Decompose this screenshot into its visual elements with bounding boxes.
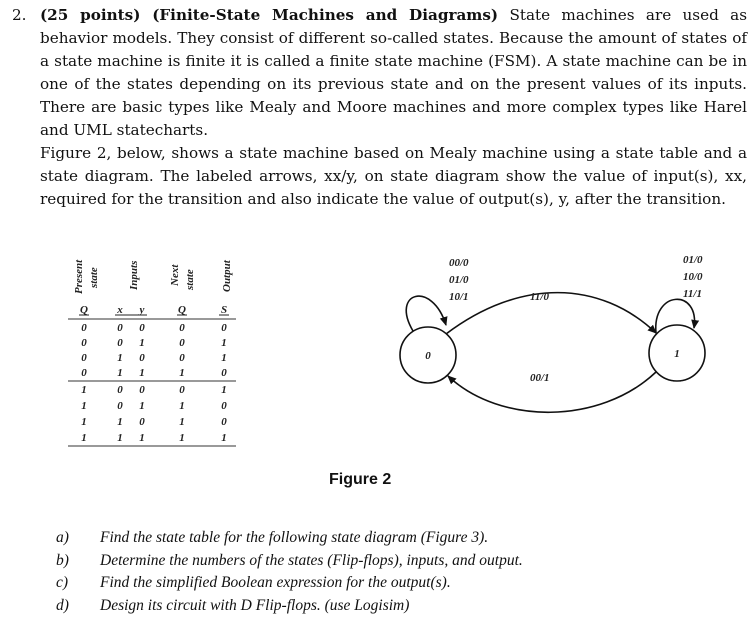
header-present-line2: state xyxy=(88,267,100,288)
state-table xyxy=(68,259,236,446)
figure-caption: Figure 2 xyxy=(329,471,392,488)
edge-1-to-0-label: 00/1 xyxy=(530,372,550,384)
edge-0-to-1 xyxy=(446,293,656,334)
loop0-label-2: 01/0 xyxy=(449,274,469,286)
cell-output: 0 xyxy=(221,322,227,334)
cell-next: 1 xyxy=(179,432,185,444)
header-output: Output xyxy=(221,260,233,292)
cell-x: 1 xyxy=(117,432,123,444)
cell-output: 1 xyxy=(221,432,227,444)
header-inputs: Inputs xyxy=(128,260,140,290)
cell-next: 0 xyxy=(179,337,185,349)
cell-y: 1 xyxy=(139,367,145,379)
cell-x: 0 xyxy=(117,400,123,412)
state-diagram xyxy=(400,254,705,412)
loop1-label-1: 01/0 xyxy=(683,254,703,266)
table-rows xyxy=(81,322,227,444)
subheader-y: y xyxy=(139,304,145,316)
header-present-line1: Present xyxy=(73,259,85,294)
cell-output: 0 xyxy=(221,400,227,412)
cell-next: 0 xyxy=(179,322,185,334)
table-row xyxy=(81,352,227,364)
cell-y: 0 xyxy=(139,416,145,428)
loop0-label-3: 10/1 xyxy=(449,291,469,303)
cell-present: 1 xyxy=(81,384,87,396)
cell-x: 1 xyxy=(117,352,123,364)
table-row xyxy=(81,416,227,428)
cell-next: 0 xyxy=(179,384,185,396)
cell-y: 0 xyxy=(139,384,145,396)
cell-next: 1 xyxy=(179,400,185,412)
table-row xyxy=(81,367,227,379)
cell-output: 1 xyxy=(221,352,227,364)
cell-present: 1 xyxy=(81,400,87,412)
task-label: b) xyxy=(56,551,69,569)
table-row xyxy=(81,400,227,412)
question-heading: (25 points) (Finite-State Machines and Diagrams) xyxy=(40,6,499,24)
cell-output: 0 xyxy=(221,416,227,428)
subheader-x: x xyxy=(117,304,123,316)
cell-y: 1 xyxy=(139,400,145,412)
subheader-output: S xyxy=(220,304,228,316)
edge-1-to-0 xyxy=(448,372,656,412)
cell-x: 1 xyxy=(117,416,123,428)
loop1-label-2: 10/0 xyxy=(683,271,703,283)
cell-output: 1 xyxy=(221,337,227,349)
cell-present: 1 xyxy=(81,416,87,428)
cell-x: 0 xyxy=(117,337,123,349)
subheader-present: Q xyxy=(80,304,88,316)
state-1-label: 1 xyxy=(674,348,680,360)
cell-x: 0 xyxy=(117,384,123,396)
state-0-label: 0 xyxy=(425,350,431,362)
table-row xyxy=(81,432,227,444)
task-text: Design its circuit with D Flip-flops. (use Logisim) xyxy=(100,596,410,614)
task-label: a) xyxy=(56,529,69,546)
cell-present: 0 xyxy=(81,352,87,364)
task-text: Find the state table for the following state diagram (Figure 3). xyxy=(100,529,489,546)
self-loop-0 xyxy=(406,296,446,331)
table-row xyxy=(81,384,227,396)
table-row xyxy=(81,322,227,334)
subheader-next: Q xyxy=(178,304,186,316)
cell-next: 1 xyxy=(179,367,185,379)
cell-next: 1 xyxy=(179,416,185,428)
question-number: 2. xyxy=(12,6,27,24)
question-intro: State machines are used as behavior models. They consist of different so-called states. Because the amount of states of a state machine is finite it is called a finite state machine (FSM). A state machine can be in one of the states depending on its previous state and on the present values of its inputs. There are basic types like Mealy and Moore machines and more complex types like Harel and UML statecharts. xyxy=(40,6,747,139)
loop1-label-3: 11/1 xyxy=(683,288,702,300)
cell-y: 0 xyxy=(139,322,145,334)
table-row xyxy=(81,337,227,349)
task-text: Find the simplified Boolean expression for the output(s). xyxy=(100,574,451,591)
cell-y: 1 xyxy=(139,337,145,349)
task-text: Determine the numbers of the states (Flip-flops), inputs, and output. xyxy=(100,551,523,569)
cell-y: 0 xyxy=(139,352,145,364)
cell-x: 0 xyxy=(117,322,123,334)
cell-present: 0 xyxy=(81,367,87,379)
cell-present: 0 xyxy=(81,337,87,349)
cell-present: 1 xyxy=(81,432,87,444)
question-figure-text: Figure 2, below, shows a state machine based on Mealy machine using a state table and a state diagram. The labeled arrows, xx/y, on state diagram show the value of input(s), xx, required for the transition and also indicate the value of output(s), y, after the transition. xyxy=(40,144,747,208)
cell-next: 0 xyxy=(179,352,185,364)
cell-output: 1 xyxy=(221,384,227,396)
cell-x: 1 xyxy=(117,367,123,379)
header-next-line1: Next xyxy=(169,264,181,286)
task-label: d) xyxy=(56,596,69,614)
edge-0-to-1-label: 11/0 xyxy=(530,291,549,303)
loop0-label-1: 00/0 xyxy=(449,257,469,269)
task-label: c) xyxy=(56,574,69,591)
cell-y: 1 xyxy=(139,432,145,444)
cell-present: 0 xyxy=(81,322,87,334)
cell-output: 0 xyxy=(221,367,227,379)
header-next-line2: state xyxy=(184,269,196,290)
